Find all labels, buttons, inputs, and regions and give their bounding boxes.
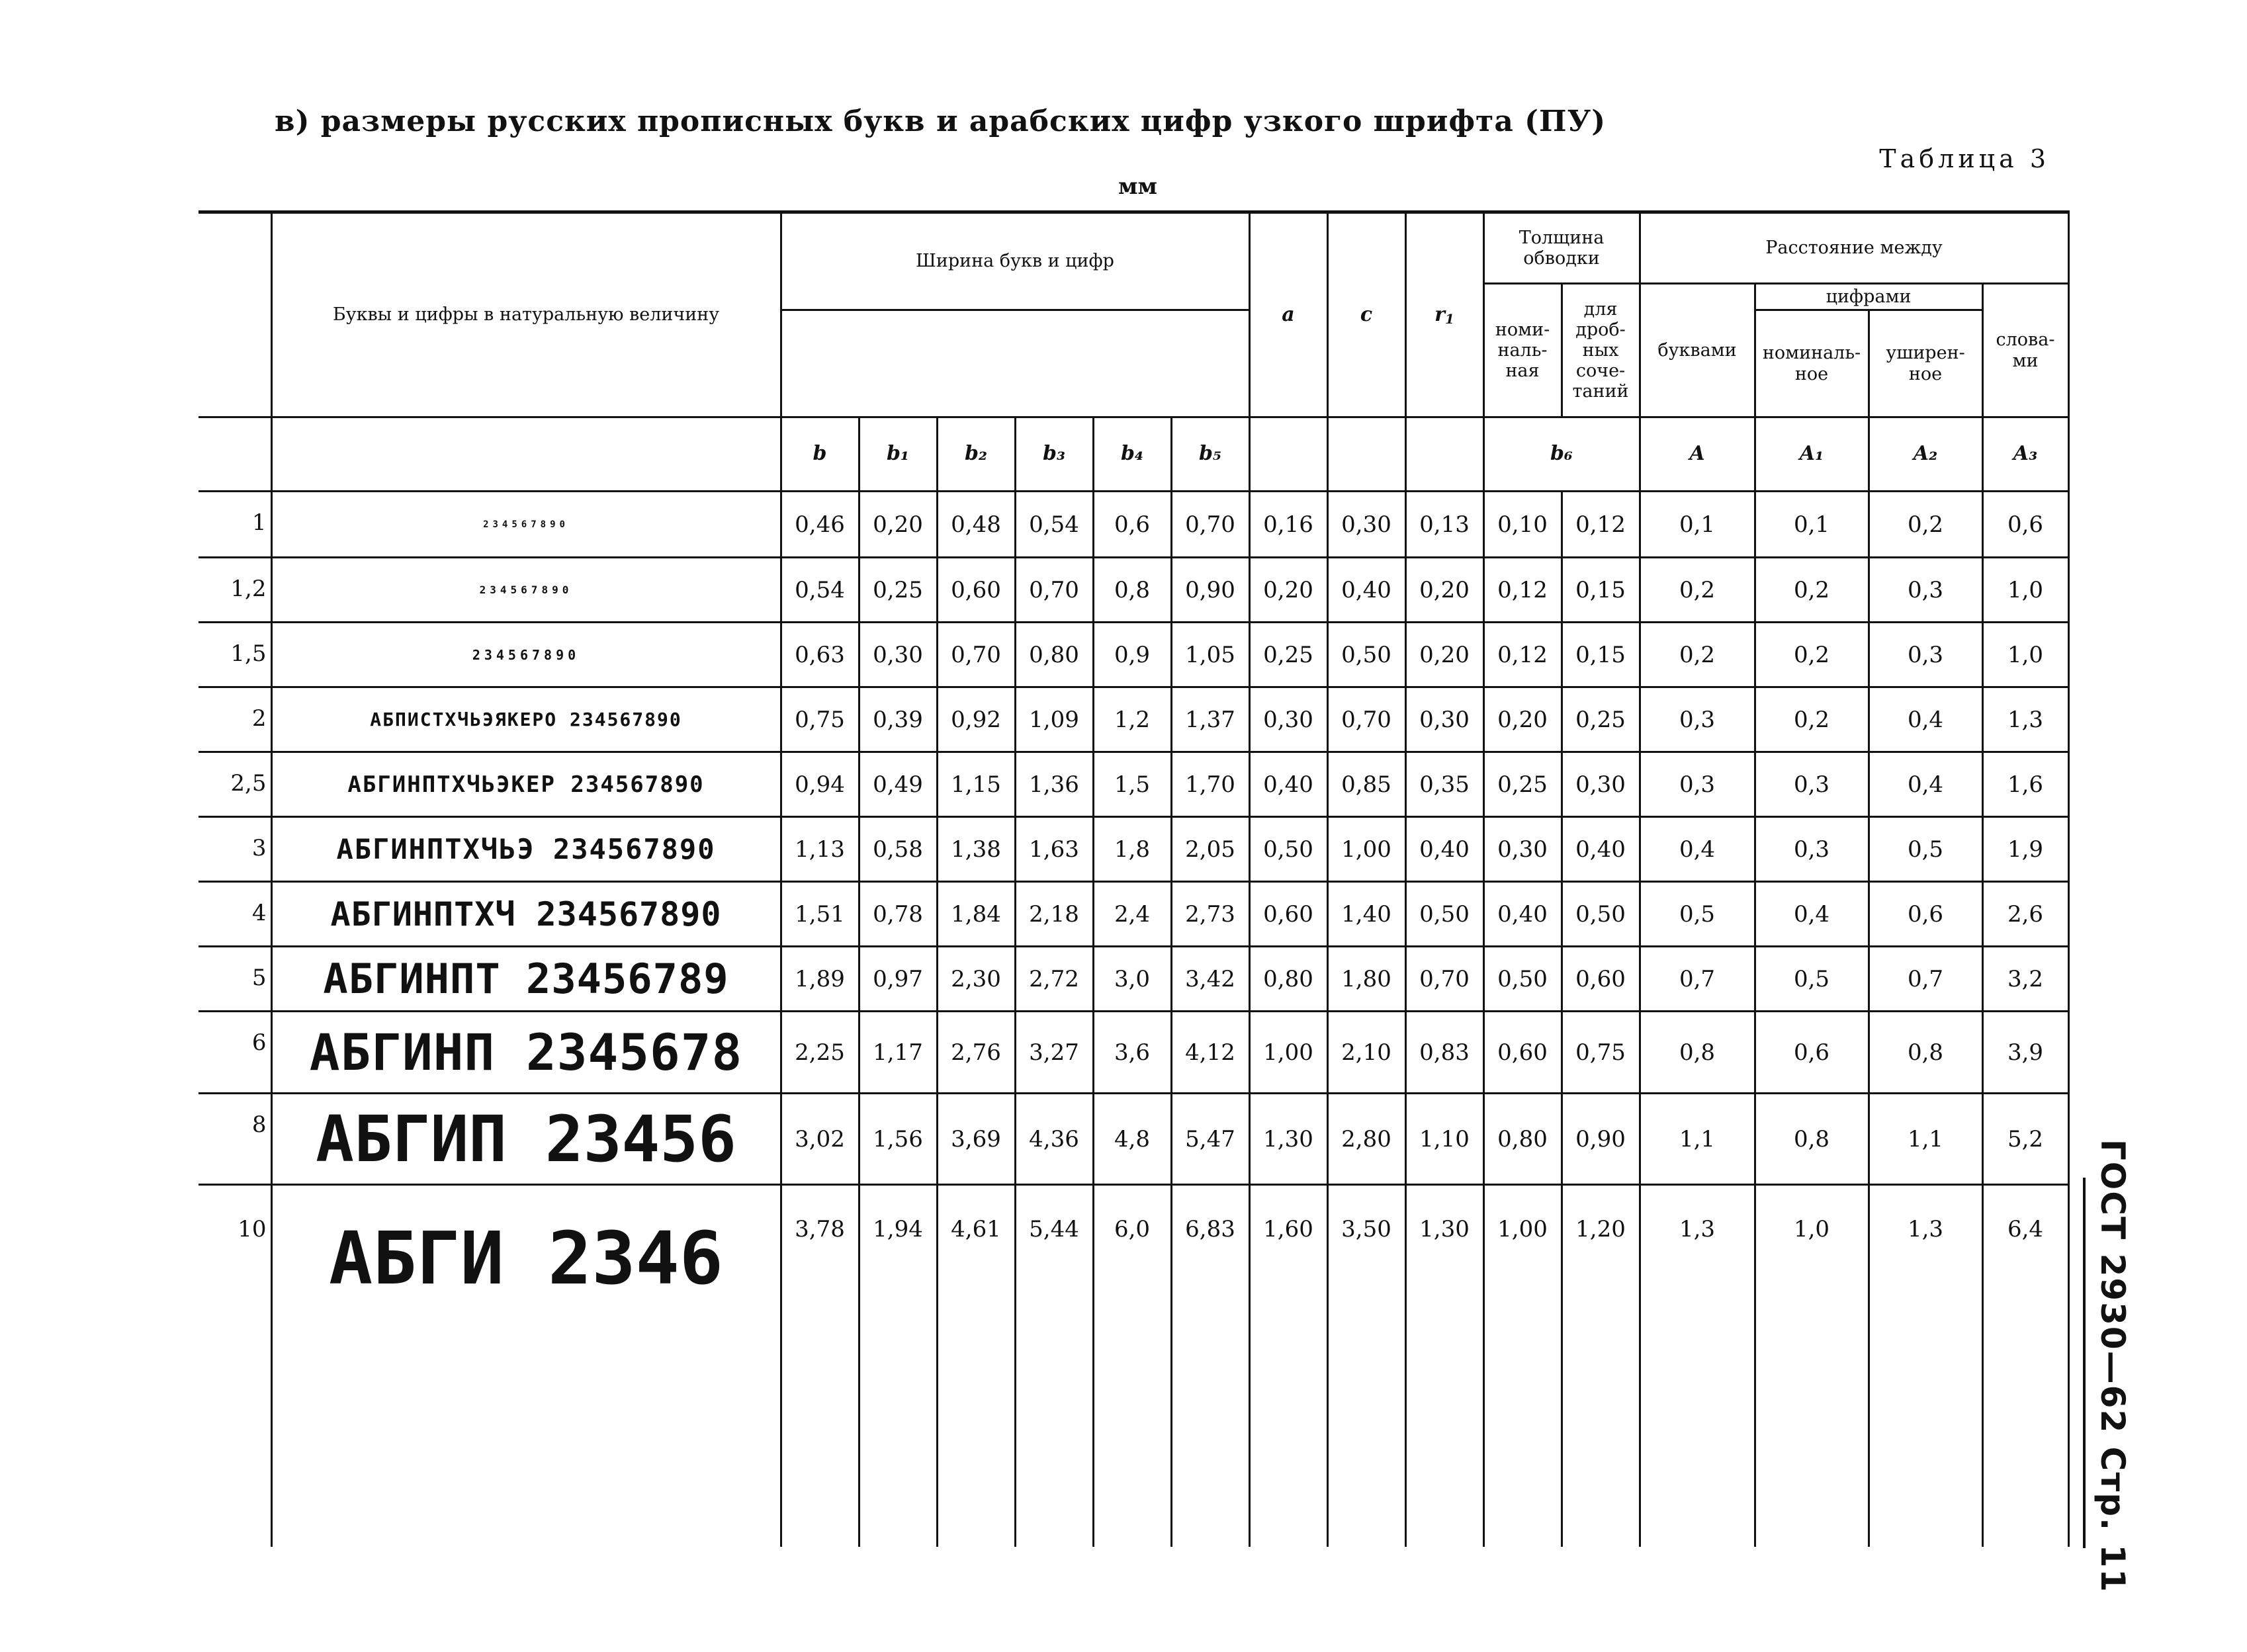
value-cell: 0,63: [781, 623, 859, 687]
value-cell: 1,20: [1562, 1185, 1640, 1547]
value-cell: 0,3: [1869, 623, 1982, 687]
value-cell: 0,3: [1640, 752, 1755, 817]
value-cell: 0,2: [1640, 558, 1755, 623]
value-cell: 0,2: [1755, 558, 1869, 623]
value-cell: 0,8: [1640, 1012, 1755, 1094]
digits-group-header: цифрами: [1755, 284, 1982, 310]
sample-text-cell: АБГИП 23456: [271, 1094, 781, 1185]
value-cell: 0,60: [1483, 1012, 1562, 1094]
value-cell: 0,70: [1015, 558, 1093, 623]
value-cell: 1,84: [937, 882, 1015, 947]
sample-text-cell: АБПИСТХЧЬЭЯКЕРО 234567890: [271, 687, 781, 752]
stroke-group-header: Толщина обводки: [1483, 212, 1640, 284]
value-cell: 0,4: [1755, 882, 1869, 947]
value-cell: 1,3: [1640, 1185, 1755, 1547]
value-cell: 1,56: [859, 1094, 937, 1185]
value-cell: 1,9: [1982, 817, 2068, 882]
value-cell: 2,6: [1982, 882, 2068, 947]
value-cell: 0,70: [1405, 947, 1483, 1012]
value-cell: 0,75: [781, 687, 859, 752]
value-cell: 0,3: [1869, 558, 1982, 623]
footer-text: ГОСТ 2930—62 Стр. 11: [2093, 1139, 2132, 1594]
symbol-b3: b₃: [1015, 417, 1093, 492]
value-cell: 1,15: [937, 752, 1015, 817]
table-row: [198, 947, 2068, 1012]
value-cell: 0,5: [1869, 817, 1982, 882]
value-cell: 0,40: [1405, 817, 1483, 882]
value-cell: 0,20: [1249, 558, 1327, 623]
value-cell: 0,48: [937, 492, 1015, 558]
value-cell: 0,50: [1327, 623, 1405, 687]
font-size-cell: 10: [198, 1185, 271, 1547]
symbol-row-size: [198, 417, 271, 492]
value-cell: 0,3: [1640, 687, 1755, 752]
value-cell: 3,27: [1015, 1012, 1093, 1094]
table-row: [198, 817, 2068, 882]
value-cell: 0,50: [1483, 947, 1562, 1012]
value-cell: 2,72: [1015, 947, 1093, 1012]
value-cell: 2,18: [1015, 882, 1093, 947]
value-cell: 0,20: [1405, 623, 1483, 687]
value-cell: 0,4: [1869, 687, 1982, 752]
value-cell: 0,2: [1755, 687, 1869, 752]
font-size-cell: 2,5: [198, 752, 271, 817]
table-row: [198, 1185, 2068, 1547]
sample-text-cell: 234567890: [271, 558, 781, 623]
table-row: [198, 752, 2068, 817]
value-cell: 1,38: [937, 817, 1015, 882]
value-cell: 0,20: [1405, 558, 1483, 623]
font-size-table: [198, 210, 2070, 1547]
value-cell: 1,1: [1869, 1094, 1982, 1185]
table-row: [198, 558, 2068, 623]
value-cell: 0,75: [1562, 1012, 1640, 1094]
value-cell: 0,8: [1093, 558, 1171, 623]
value-cell: 1,5: [1093, 752, 1171, 817]
value-cell: 0,35: [1405, 752, 1483, 817]
symbol-b2: b₂: [937, 417, 1015, 492]
value-cell: 4,36: [1015, 1094, 1093, 1185]
value-cell: 0,54: [1015, 492, 1093, 558]
header-r1-subscript: 1: [1444, 310, 1454, 327]
value-cell: 0,58: [859, 817, 937, 882]
value-cell: 0,2: [1755, 623, 1869, 687]
value-cell: 0,7: [1640, 947, 1755, 1012]
value-cell: 1,70: [1171, 752, 1249, 817]
value-cell: 0,50: [1249, 817, 1327, 882]
value-cell: 6,4: [1982, 1185, 2068, 1547]
value-cell: 0,70: [1171, 492, 1249, 558]
value-cell: 0,1: [1755, 492, 1869, 558]
value-cell: 0,85: [1327, 752, 1405, 817]
value-cell: 0,92: [937, 687, 1015, 752]
value-cell: 1,37: [1171, 687, 1249, 752]
value-cell: 0,8: [1869, 1012, 1982, 1094]
value-cell: 0,2: [1640, 623, 1755, 687]
units-label: мм: [1118, 173, 1158, 200]
table-row: [198, 492, 2068, 558]
value-cell: 3,9: [1982, 1012, 2068, 1094]
font-size-cell: 3: [198, 817, 271, 882]
value-cell: 0,30: [1483, 817, 1562, 882]
symbol-c-blank: [1327, 417, 1405, 492]
letters-distance-header: буквами: [1640, 284, 1755, 417]
value-cell: 6,83: [1171, 1185, 1249, 1547]
value-cell: 0,40: [1327, 558, 1405, 623]
table-row: [198, 882, 2068, 947]
value-cell: 0,6: [1093, 492, 1171, 558]
value-cell: 1,8: [1093, 817, 1171, 882]
value-cell: 1,80: [1327, 947, 1405, 1012]
sample-text-cell: 234567890: [271, 623, 781, 687]
value-cell: 0,4: [1640, 817, 1755, 882]
value-cell: 1,40: [1327, 882, 1405, 947]
value-cell: 0,25: [1483, 752, 1562, 817]
value-cell: 0,12: [1483, 558, 1562, 623]
width-group-spacer: [781, 310, 1249, 417]
table-number-label: Таблица 3: [1879, 144, 2050, 173]
value-cell: 1,13: [781, 817, 859, 882]
value-cell: 0,40: [1249, 752, 1327, 817]
value-cell: 1,1: [1640, 1094, 1755, 1185]
sample-text-cell: 234567890: [271, 492, 781, 558]
value-cell: 0,15: [1562, 558, 1640, 623]
value-cell: 1,51: [781, 882, 859, 947]
sample-text-cell: АБГИНПТ 23456789: [271, 947, 781, 1012]
value-cell: 1,0: [1982, 558, 2068, 623]
value-cell: 0,39: [859, 687, 937, 752]
value-cell: 0,94: [781, 752, 859, 817]
words-distance-header: слова-ми: [1982, 284, 2068, 417]
value-cell: 1,17: [859, 1012, 937, 1094]
value-cell: 0,83: [1405, 1012, 1483, 1094]
value-cell: 0,7: [1869, 947, 1982, 1012]
value-cell: 0,1: [1640, 492, 1755, 558]
value-cell: 0,60: [937, 558, 1015, 623]
font-size-cell: 1,5: [198, 623, 271, 687]
distance-group-header: Расстояние между: [1640, 212, 2068, 284]
value-cell: 0,49: [859, 752, 937, 817]
symbol-b6: b₆: [1483, 417, 1640, 492]
value-cell: 0,80: [1015, 623, 1093, 687]
sample-text-cell: АБГИНПТХЧ 234567890: [271, 882, 781, 947]
value-cell: 2,4: [1093, 882, 1171, 947]
value-cell: 1,3: [1869, 1185, 1982, 1547]
font-size-cell: 8: [198, 1094, 271, 1185]
value-cell: 1,94: [859, 1185, 937, 1547]
value-cell: 0,30: [1562, 752, 1640, 817]
font-size-cell: 6: [198, 1012, 271, 1094]
value-cell: 1,00: [1483, 1185, 1562, 1547]
value-cell: 1,0: [1982, 623, 2068, 687]
value-cell: 0,70: [1327, 687, 1405, 752]
value-cell: 0,70: [937, 623, 1015, 687]
value-cell: 0,25: [1562, 687, 1640, 752]
value-cell: 0,8: [1755, 1094, 1869, 1185]
symbol-A1: A₁: [1755, 417, 1869, 492]
value-cell: 0,25: [859, 558, 937, 623]
stroke-nominal-header: номи-наль-ная: [1483, 284, 1562, 417]
value-cell: 1,00: [1249, 1012, 1327, 1094]
value-cell: 2,05: [1171, 817, 1249, 882]
value-cell: 3,42: [1171, 947, 1249, 1012]
sample-text-cell: АБГИНПТХЧЬЭ 234567890: [271, 817, 781, 882]
symbol-b1: b₁: [859, 417, 937, 492]
sample-text-cell: АБГИНП 2345678: [271, 1012, 781, 1094]
size-column-header: [198, 212, 271, 417]
value-cell: 0,30: [1405, 687, 1483, 752]
value-cell: 4,12: [1171, 1012, 1249, 1094]
value-cell: 0,40: [1562, 817, 1640, 882]
header-r1: [1405, 212, 1483, 417]
value-cell: 0,6: [1869, 882, 1982, 947]
value-cell: 5,44: [1015, 1185, 1093, 1547]
value-cell: 0,60: [1562, 947, 1640, 1012]
value-cell: 1,2: [1093, 687, 1171, 752]
header-r1-symbol: r: [1434, 302, 1445, 326]
value-cell: 0,5: [1755, 947, 1869, 1012]
value-cell: 1,6: [1982, 752, 2068, 817]
value-cell: 0,9: [1093, 623, 1171, 687]
value-cell: 1,30: [1405, 1185, 1483, 1547]
value-cell: 0,30: [1249, 687, 1327, 752]
font-size-cell: 1: [198, 492, 271, 558]
font-size-cell: 1,2: [198, 558, 271, 623]
page-footer: [2083, 1139, 2142, 1594]
value-cell: 1,30: [1249, 1094, 1327, 1185]
value-cell: 0,78: [859, 882, 937, 947]
symbol-row-letters: [271, 417, 781, 492]
value-cell: 0,12: [1483, 623, 1562, 687]
value-cell: 0,54: [781, 558, 859, 623]
digits-nominal-header: номиналь-ное: [1755, 310, 1869, 417]
value-cell: 3,02: [781, 1094, 859, 1185]
value-cell: 0,97: [859, 947, 937, 1012]
table-body: [198, 492, 2068, 1547]
value-cell: 5,47: [1171, 1094, 1249, 1185]
value-cell: 2,76: [937, 1012, 1015, 1094]
value-cell: 0,16: [1249, 492, 1327, 558]
value-cell: 3,50: [1327, 1185, 1405, 1547]
font-size-cell: 4: [198, 882, 271, 947]
value-cell: 0,20: [859, 492, 937, 558]
value-cell: 4,61: [937, 1185, 1015, 1547]
section-heading: в) размеры русских прописных букв и арабских цифр узкого шрифта (ПУ): [275, 105, 1607, 138]
value-cell: 0,3: [1755, 817, 1869, 882]
sample-text-cell: АБГИНПТХЧЬЭКЕР 234567890: [271, 752, 781, 817]
sample-text-cell: АБГИ 2346: [271, 1185, 781, 1547]
value-cell: 3,78: [781, 1185, 859, 1547]
value-cell: 0,50: [1405, 882, 1483, 947]
value-cell: 0,6: [1982, 492, 2068, 558]
value-cell: 0,2: [1869, 492, 1982, 558]
value-cell: 3,0: [1093, 947, 1171, 1012]
value-cell: 0,10: [1483, 492, 1562, 558]
value-cell: 0,40: [1483, 882, 1562, 947]
value-cell: 1,05: [1171, 623, 1249, 687]
value-cell: 0,4: [1869, 752, 1982, 817]
value-cell: 0,30: [1327, 492, 1405, 558]
value-cell: 0,90: [1562, 1094, 1640, 1185]
value-cell: 0,12: [1562, 492, 1640, 558]
value-cell: 0,60: [1249, 882, 1327, 947]
header-c: c: [1327, 212, 1405, 417]
value-cell: 0,15: [1562, 623, 1640, 687]
value-cell: 1,09: [1015, 687, 1093, 752]
font-size-cell: 2: [198, 687, 271, 752]
value-cell: 0,46: [781, 492, 859, 558]
value-cell: 2,30: [937, 947, 1015, 1012]
value-cell: 0,13: [1405, 492, 1483, 558]
digits-wide-header: уширен-ное: [1869, 310, 1982, 417]
stroke-fraction-header: для дроб-ных соче-таний: [1562, 284, 1640, 417]
value-cell: 0,3: [1755, 752, 1869, 817]
value-cell: 1,63: [1015, 817, 1093, 882]
header-a: a: [1249, 212, 1327, 417]
symbol-r-blank: [1405, 417, 1483, 492]
value-cell: 0,5: [1640, 882, 1755, 947]
value-cell: 1,3: [1982, 687, 2068, 752]
value-cell: 2,80: [1327, 1094, 1405, 1185]
value-cell: 2,73: [1171, 882, 1249, 947]
symbol-a-blank: [1249, 417, 1327, 492]
table-row: [198, 687, 2068, 752]
table-row: [198, 1094, 2068, 1185]
value-cell: 3,69: [937, 1094, 1015, 1185]
value-cell: 1,0: [1755, 1185, 1869, 1547]
value-cell: 0,80: [1249, 947, 1327, 1012]
value-cell: 1,89: [781, 947, 859, 1012]
table-row: [198, 623, 2068, 687]
value-cell: 6,0: [1093, 1185, 1171, 1547]
value-cell: 1,60: [1249, 1185, 1327, 1547]
value-cell: 5,2: [1982, 1094, 2068, 1185]
symbol-b: b: [781, 417, 859, 492]
value-cell: 1,36: [1015, 752, 1093, 817]
width-group-header: Ширина букв и цифр: [781, 212, 1249, 310]
value-cell: 4,8: [1093, 1094, 1171, 1185]
font-size-cell: 5: [198, 947, 271, 1012]
symbol-b4: b₄: [1093, 417, 1171, 492]
value-cell: 3,6: [1093, 1012, 1171, 1094]
value-cell: 0,25: [1249, 623, 1327, 687]
value-cell: 1,00: [1327, 817, 1405, 882]
symbol-A: A: [1640, 417, 1755, 492]
symbol-b5: b₅: [1171, 417, 1249, 492]
value-cell: 1,10: [1405, 1094, 1483, 1185]
value-cell: 0,30: [859, 623, 937, 687]
value-cell: 2,10: [1327, 1012, 1405, 1094]
value-cell: 0,90: [1171, 558, 1249, 623]
value-cell: 3,2: [1982, 947, 2068, 1012]
value-cell: 0,80: [1483, 1094, 1562, 1185]
value-cell: 0,6: [1755, 1012, 1869, 1094]
symbol-A2: A₂: [1869, 417, 1982, 492]
value-cell: 2,25: [781, 1012, 859, 1094]
symbol-A3: A₃: [1982, 417, 2068, 492]
letters-column-header: Буквы и цифры в натуральную величину: [271, 212, 781, 417]
value-cell: 0,20: [1483, 687, 1562, 752]
value-cell: 0,50: [1562, 882, 1640, 947]
table-row: [198, 1012, 2068, 1094]
